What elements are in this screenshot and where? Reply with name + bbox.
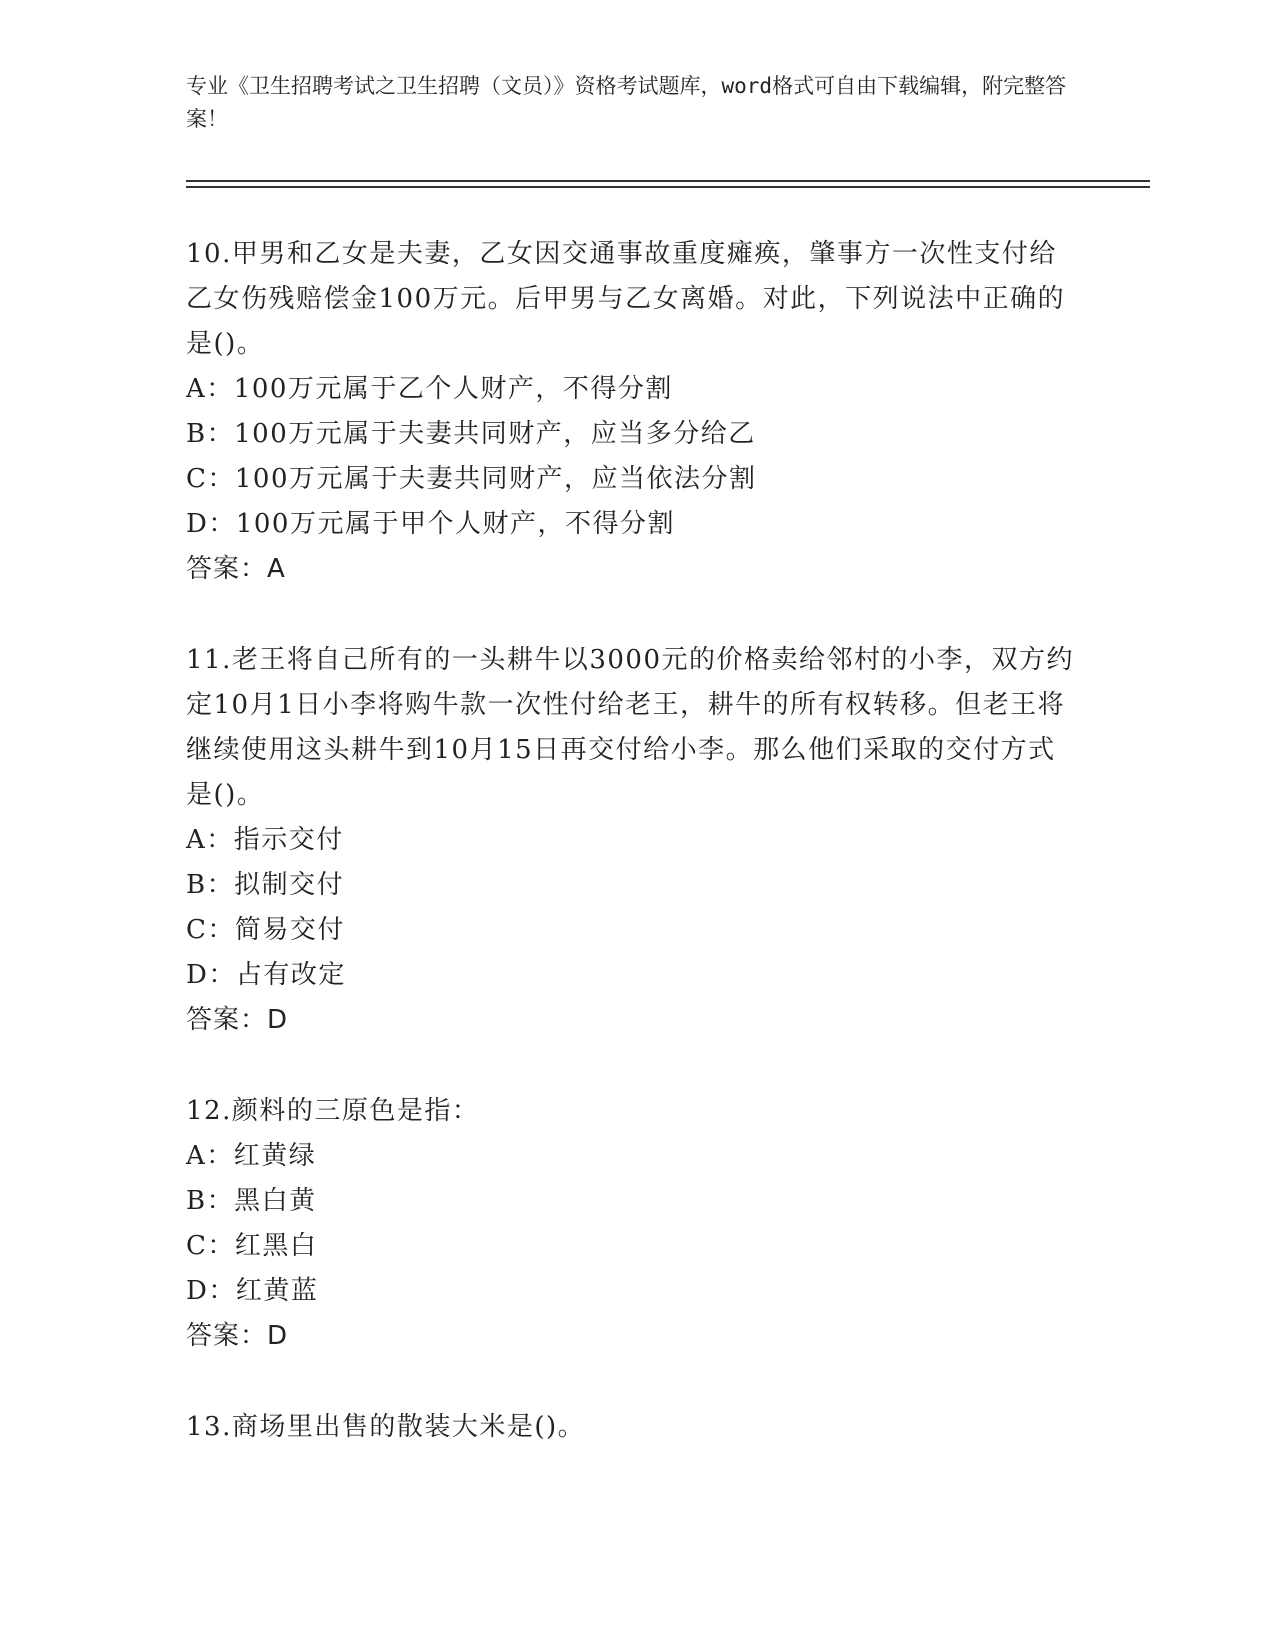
question-text: 12.颜料的三原色是指： bbox=[186, 1096, 480, 1126]
option-a: A：指示交付 bbox=[186, 825, 344, 855]
question-11 bbox=[186, 638, 1076, 1043]
question-10 bbox=[186, 232, 1076, 592]
option-d: D：100万元属于甲个人财产，不得分割 bbox=[186, 509, 675, 539]
option-c: C：红黑白 bbox=[186, 1231, 318, 1261]
option-c: C：简易交付 bbox=[186, 915, 345, 945]
question-13 bbox=[186, 1405, 1076, 1450]
option-d: D：红黄蓝 bbox=[186, 1276, 319, 1306]
option-a: A：红黄绿 bbox=[186, 1141, 317, 1171]
option-c: C：100万元属于夫妻共同财产，应当依法分割 bbox=[186, 464, 757, 494]
answer-line: 答案：A bbox=[186, 554, 286, 584]
question-12 bbox=[186, 1089, 1076, 1359]
option-a: A：100万元属于乙个人财产，不得分割 bbox=[186, 374, 673, 404]
document-header: 专业《卫生招聘考试之卫生招聘（文员）》资格考试题库，word格式可自由下载编辑，附完整答案！ bbox=[186, 74, 1067, 131]
question-list bbox=[186, 232, 1076, 1496]
option-b: B：100万元属于夫妻共同财产，应当多分给乙 bbox=[186, 419, 756, 449]
question-text: 10.甲男和乙女是夫妻，乙女因交通事故重度瘫痪，肇事方一次性支付给乙女伤残赔偿金100万元。后甲男与乙女离婚。对此，下列说法中正确的是()。 bbox=[186, 239, 1066, 359]
question-text: 11.老王将自己所有的一头耕牛以3000元的价格卖给邻村的小李，双方约定10月1日小李将购牛款一次性付给老王，耕牛的所有权转移。但老王将继续使用这头耕牛到10月15日再交付给小李。那么他们采取的交付方式是()。 bbox=[186, 645, 1075, 810]
option-b: B：黑白黄 bbox=[186, 1186, 317, 1216]
answer-line: 答案：D bbox=[186, 1321, 289, 1351]
answer-line: 答案：D bbox=[186, 1005, 289, 1035]
header-divider-bottom bbox=[186, 186, 1150, 188]
header-divider-top bbox=[186, 180, 1150, 182]
option-b: B：拟制交付 bbox=[186, 870, 345, 900]
question-text: 13.商场里出售的散装大米是()。 bbox=[186, 1412, 586, 1442]
option-d: D：占有改定 bbox=[186, 960, 346, 990]
